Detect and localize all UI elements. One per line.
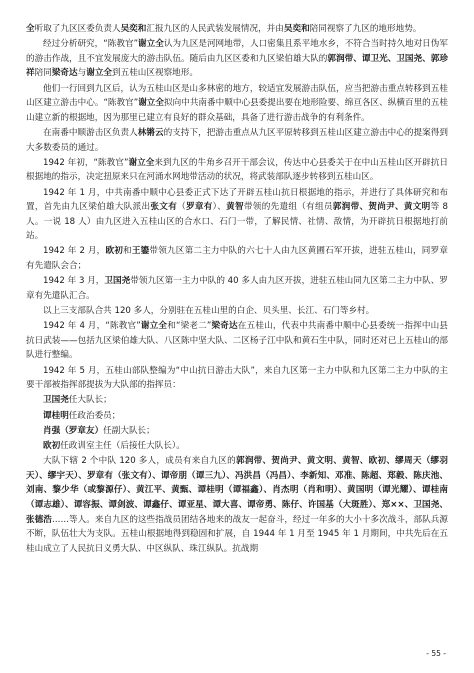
text-run: 认为九区是河网地带，人口密集且系平地水乡，不符合当时持久地对日伪军的游击作战，且不宜发展庞大的游击队伍。随后由九区区委和九区梁伯雄大队的	[26, 39, 448, 64]
paragraph	[26, 409, 448, 424]
paragraph	[26, 37, 448, 81]
paragraph	[26, 22, 448, 37]
text-run: 带领九区第二主力中队的六七十人由九区黄圃石军开拔，进驻五桂山，同罗章有先遣队会合；	[26, 246, 448, 272]
bold-text: 郭润带、贺尚尹、黄文明	[332, 202, 431, 213]
paragraph	[26, 454, 448, 556]
paragraph	[26, 82, 448, 126]
paragraph	[26, 274, 448, 303]
text-run: 在南番中顺游击区负责人	[43, 127, 138, 138]
text-run: 任政治委员；	[68, 410, 121, 421]
bold-text: 全	[26, 24, 35, 34]
paragraph	[26, 126, 448, 155]
text-run: 任大队长；	[68, 395, 112, 406]
paragraph	[26, 439, 448, 454]
text-run: 以上三支部队合共 120 多人，分别驻在五桂山里的白企、贝头里、长江、石门等乡村。	[43, 306, 375, 317]
paragraph	[26, 244, 448, 273]
text-run: 1942 年初，“陈教官”	[43, 157, 129, 168]
text-run: 任副大队长；	[103, 425, 155, 436]
text-run: 和“梁老二”	[167, 321, 212, 332]
bold-text: 张文有	[150, 202, 178, 213]
bold-text: 郭润带、谭卫光、卫国尧、郭珍祥	[26, 53, 448, 79]
bold-text: 谭桂明	[43, 410, 69, 421]
bold-text: 罗章有	[185, 202, 213, 213]
paragraph	[26, 364, 448, 393]
bold-text: 郭润带、贺尚尹、黄文明、黄智、欧初、缪周天（缪羽天）、缪宇天）、罗章有（张文有）、谭帝朋（谭三九）、冯洪昌（冯昌）、李新知、邓准、陈超、郑毅、陈庆池、刘南、黎少华（或黎源仔）、黄江平、黄甄、谭桂明（谭福鑫）、肖杰明（肖和明）、黄国明（谭光耀）、谭桂南（谭志雄）、谭容振、谭剑波、谭鑫仔、谭亚星、谭大喜、谭帝勇、陈仔、许国基（大斑胜）、郑××、卫国尧、张德浩	[26, 456, 448, 525]
text-run: 等 8 人。一说 18 人）由九区进入五桂山区的合水口、石门一带，了解民情、社情、敌情，为开辟抗日根据地打前站。	[26, 202, 448, 242]
page-number: - 55 -	[426, 649, 446, 658]
text-run: 到五桂山区视察地形。	[112, 68, 198, 79]
text-run: 大队下辖 2 个中队 120 多人，成员有来自九区的	[43, 456, 236, 467]
bold-text: 谢立全	[128, 157, 155, 168]
text-run: 经过分析研究，“陈教官”	[43, 39, 139, 50]
bold-text: 梁奇达	[51, 68, 78, 79]
paragraph	[26, 304, 448, 319]
bold-text: 谢立全	[138, 39, 164, 50]
bold-text: 梁奇达	[211, 321, 238, 332]
document-body	[26, 22, 448, 557]
text-run: 带领的先遣组（有组员	[243, 202, 333, 213]
bold-text: 谢立全	[140, 321, 168, 332]
text-run: 1942 年 4 月，“陈教官”	[43, 321, 141, 332]
text-run: 来到九区的牛角乡召开干部会议，传达中心县委关于在中山五桂山区开辟抗日根据地的指示，决定扭原来只在河涌水网地带活动的状况，将武装部队逐步转移到五桂山区。	[26, 157, 448, 183]
paragraph	[26, 186, 448, 244]
bold-text: 谢立全	[86, 68, 113, 79]
text-run: 陪同	[34, 68, 52, 79]
text-run: （	[177, 202, 186, 213]
bold-text: 黄智	[226, 202, 244, 213]
text-run: 任政训室主任（后接任大队长）。	[60, 440, 185, 451]
text-run: 带领九区第一主力中队的 40 多人由九区开拔，进驻五桂山同九区第二主力中队、罗章有先遣队汇合。	[26, 276, 448, 301]
bold-text: 吴奕和	[120, 24, 147, 34]
text-run: 听取了九区区委负责人	[34, 24, 121, 34]
text-run: 他们一行回到九区后，认为五桂山区是山多林密的地方，较适宜发展游击队伍，应当把游击重点转移到五桂山区建立游击中心。“陈教官”	[26, 83, 448, 109]
bold-text: 欧初	[43, 440, 61, 451]
bold-text: 吴奕和	[283, 24, 310, 34]
bold-text: 谢立全	[138, 98, 165, 109]
bold-text: 王鎏	[131, 246, 150, 257]
bold-text: 卫国尧	[104, 276, 131, 287]
text-run: ……等人。来自九区的这些指战员团结各地来的战友一起奋斗，经过一年多的大小十多次战斗，部队兵源不断，队伍壮大为支队。五桂山根据地得到稳固和扩展，自 1944 年 1 月至 1945 年 1 月期间，中共先后在五桂山成立了人民抗日义勇大队、中区纵队、珠江纵队。抗战期	[26, 514, 448, 554]
paragraph	[26, 424, 448, 439]
text-run: 陪同视察了九区的地形地势。	[309, 24, 422, 34]
text-run: 和	[123, 246, 132, 257]
text-run: 与	[77, 68, 87, 79]
bold-text: 肖强（罗章友）	[43, 425, 104, 436]
bold-text: 卫国尧	[43, 395, 69, 406]
text-run: 1942 年 1 月，中共南番中顺中心县委正式下达了开辟五桂山抗日根据地的指示，并进行了具体研究和布置，首先由九区梁伯雄大队派出	[26, 187, 448, 213]
paragraph	[26, 319, 448, 363]
text-run: 汇报九区的人民武装发展情况，并由	[146, 24, 284, 34]
text-run: 1942 年 5 月，五桂山部队整编为“中山抗日游击大队”，来自九区第一主力中队和九区第二主力中队的主要干部被指挥部提拔为大队部的指挥员：	[26, 365, 448, 391]
text-run: 1942 年 3 月，	[43, 276, 105, 287]
text-run: 的支持下，把游击重点从九区平原转移到五桂山区建立游击中心的提案得到大多数委员的通过。	[26, 127, 448, 153]
paragraph	[26, 156, 448, 185]
text-run: 在五桂山，代表中共南番中顺中心县委统一指挥中山县抗日武装——包括九区梁伯雄大队、八区陈中坚大队、二区杨子江中队和黄石生中队，同时还对已上五桂山的部队进行整编。	[26, 321, 448, 361]
text-run: 1942 年 2 月，	[43, 246, 106, 257]
bold-text: 林锵云	[137, 127, 164, 138]
paragraph	[26, 393, 448, 408]
text-run: ）、	[212, 202, 227, 213]
text-run: 拟向中共南番中顺中心县委提出要在地形险要、绵亘各区、纵横百里的五桂山建立新的根据地，因为那里已建立有良好的群众基础，具备了进行游击战争的有利条件。	[26, 98, 448, 123]
bold-text: 欧初	[105, 246, 124, 257]
